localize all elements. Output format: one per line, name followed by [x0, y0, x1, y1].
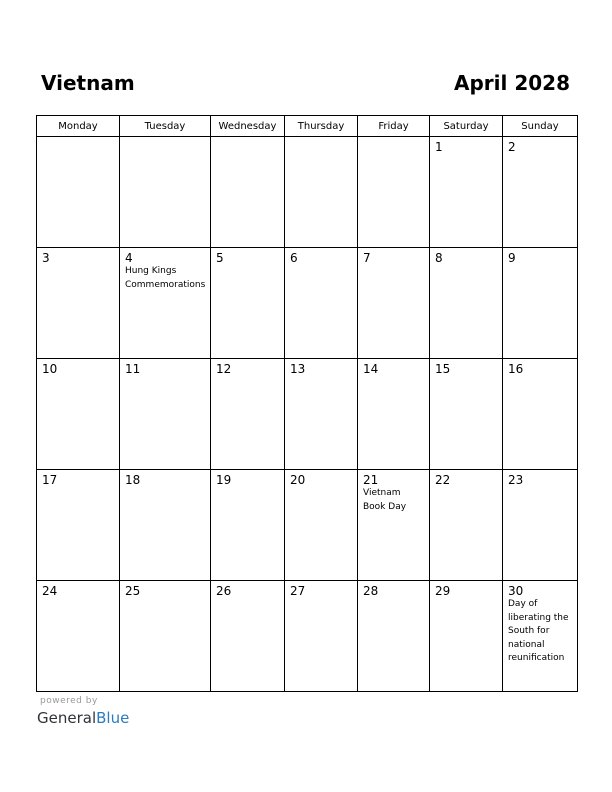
- day-cell: [285, 248, 358, 359]
- day-number: 17: [42, 473, 58, 487]
- day-number: 18: [125, 473, 141, 487]
- day-cell: [211, 359, 285, 470]
- day-number: 16: [508, 362, 524, 376]
- day-number: 11: [125, 362, 141, 376]
- day-cell: [358, 248, 430, 359]
- day-number: 2: [508, 140, 516, 154]
- weekday-header: Tuesday: [120, 116, 211, 137]
- day-cell: [358, 359, 430, 470]
- calendar-grid: [36, 115, 578, 692]
- day-number: 29: [435, 584, 451, 598]
- day-number: 14: [363, 362, 379, 376]
- day-number: 25: [125, 584, 141, 598]
- weekday-header: Thursday: [285, 116, 358, 137]
- day-cell: [120, 359, 211, 470]
- day-cell: [285, 470, 358, 581]
- day-cell: [211, 581, 285, 692]
- weekday-header: Monday: [37, 116, 120, 137]
- weekday-header: Sunday: [503, 116, 578, 137]
- day-cell: [430, 581, 503, 692]
- day-cell: [37, 248, 120, 359]
- day-cell: [430, 137, 503, 248]
- day-cell: [358, 470, 430, 581]
- day-number: 27: [290, 584, 306, 598]
- brand-blue: Blue: [96, 709, 130, 727]
- day-cell: [430, 248, 503, 359]
- day-number: 30: [508, 584, 524, 598]
- day-cell: [120, 581, 211, 692]
- week-row: [37, 248, 578, 359]
- day-number: 21: [363, 473, 379, 487]
- day-cell: [120, 470, 211, 581]
- day-cell: [503, 470, 578, 581]
- week-row: [37, 137, 578, 248]
- day-number: 23: [508, 473, 524, 487]
- holiday-label: Commemorations: [125, 279, 206, 290]
- holiday-label: national: [508, 639, 545, 650]
- day-number: 22: [435, 473, 451, 487]
- day-cell: [503, 359, 578, 470]
- day-number: [285, 137, 357, 140]
- day-number: [211, 137, 284, 140]
- day-cell: [285, 137, 358, 248]
- holiday-label: Book Day: [363, 501, 407, 512]
- holiday-label: liberating the: [508, 612, 569, 623]
- week-row: [37, 359, 578, 470]
- day-number: 26: [216, 584, 232, 598]
- day-number: 10: [42, 362, 58, 376]
- day-cell: [285, 359, 358, 470]
- country-title: Vietnam: [41, 71, 135, 95]
- weekday-header: Wednesday: [211, 116, 285, 137]
- day-cell: [211, 248, 285, 359]
- day-cell: [120, 248, 211, 359]
- day-number: 6: [290, 251, 298, 265]
- day-number: 28: [363, 584, 379, 598]
- day-number: 19: [216, 473, 232, 487]
- day-number: [120, 137, 210, 140]
- day-number: 3: [42, 251, 50, 265]
- holiday-label: South for: [508, 626, 550, 636]
- day-number: 24: [42, 584, 58, 598]
- holiday-label: reunification: [508, 653, 565, 663]
- holiday-label: Vietnam: [363, 488, 401, 498]
- day-cell: [503, 137, 578, 248]
- day-cell: [430, 470, 503, 581]
- day-cell: [37, 359, 120, 470]
- day-number: 7: [363, 251, 371, 265]
- day-cell: [503, 581, 578, 692]
- generalblue-logo[interactable]: [37, 708, 129, 728]
- day-cell: [211, 470, 285, 581]
- week-row: [37, 470, 578, 581]
- day-cell: [358, 137, 430, 248]
- day-number: 13: [290, 362, 306, 376]
- week-row: [37, 581, 578, 692]
- day-cell: [37, 137, 120, 248]
- day-cell: [37, 581, 120, 692]
- day-cell: [503, 248, 578, 359]
- day-number: [358, 137, 429, 140]
- day-number: 12: [216, 362, 232, 376]
- day-number: 8: [435, 251, 443, 265]
- weekday-header: Friday: [358, 116, 430, 137]
- holiday-label: Hung Kings: [125, 266, 177, 276]
- powered-by-label: powered by: [40, 696, 98, 706]
- day-cell: [285, 581, 358, 692]
- day-number: [37, 137, 119, 140]
- day-number: 9: [508, 251, 516, 265]
- day-cell: [430, 359, 503, 470]
- day-number: 20: [290, 473, 306, 487]
- weekday-header: Saturday: [430, 116, 503, 137]
- day-number: 1: [435, 140, 443, 154]
- day-cell: [358, 581, 430, 692]
- holiday-label: Day of: [508, 599, 538, 609]
- weekday-header-row: [37, 116, 578, 137]
- day-cell: [211, 137, 285, 248]
- day-cell: [37, 470, 120, 581]
- day-number: 4: [125, 251, 133, 265]
- day-cell: [120, 137, 211, 248]
- day-number: 15: [435, 362, 451, 376]
- day-number: 5: [216, 251, 224, 265]
- brand-general: General: [37, 709, 97, 727]
- month-year-title: April 2028: [454, 71, 570, 95]
